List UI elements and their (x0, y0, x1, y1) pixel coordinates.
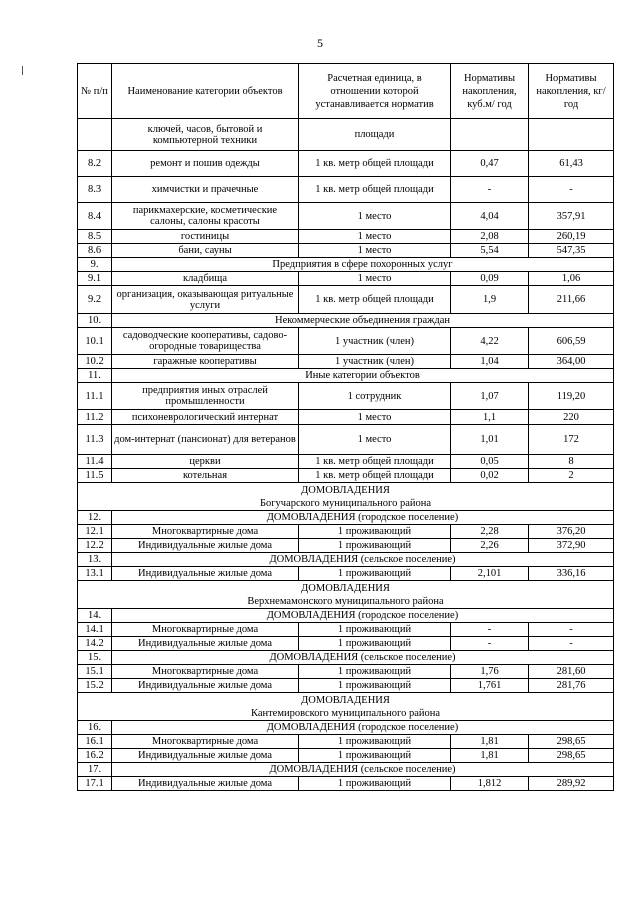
cell-volume: 0,09 (451, 272, 529, 286)
cell-num: 8.4 (78, 203, 112, 230)
norms-table (77, 63, 614, 791)
cell-volume: - (451, 623, 529, 637)
cell-num: 8.3 (78, 177, 112, 203)
district-heading (78, 483, 614, 511)
table-row (78, 749, 614, 763)
cell-name: Индивидуальные жилые дома (112, 777, 299, 791)
cell-num: 15.1 (78, 665, 112, 679)
section-row (78, 369, 614, 383)
cell-num: 13.1 (78, 567, 112, 581)
cell-unit: 1 проживающий (299, 735, 451, 749)
cell-num: 11.3 (78, 425, 112, 455)
cell-name: котельная (112, 469, 299, 483)
cell-num: 8.5 (78, 230, 112, 244)
section-title: ДОМОВЛАДЕНИЯ (сельское поселение) (112, 651, 614, 665)
cell-num: 9.1 (78, 272, 112, 286)
cell-num: 11.4 (78, 455, 112, 469)
cell-num: 12.1 (78, 525, 112, 539)
section-num: 11. (78, 369, 112, 383)
cell-volume: 1,761 (451, 679, 529, 693)
cell-volume: 1,76 (451, 665, 529, 679)
cell-volume: 1,04 (451, 355, 529, 369)
district-title: ДОМОВЛАДЕНИЯ (301, 484, 390, 496)
section-num: 17. (78, 763, 112, 777)
cell-unit: 1 кв. метр общей площади (299, 151, 451, 177)
section-title: ДОМОВЛАДЕНИЯ (сельское поселение) (112, 553, 614, 567)
cell-name: кладбища (112, 272, 299, 286)
district-name: Богучарского муниципального района (259, 497, 432, 509)
table-row (78, 119, 614, 151)
cell-mass: 220 (529, 410, 614, 425)
cell-volume: 1,07 (451, 383, 529, 410)
cell-volume: 4,04 (451, 203, 529, 230)
cell-unit: 1 кв. метр общей площади (299, 455, 451, 469)
cell-name: психоневрологический интернат (112, 410, 299, 425)
cell-mass: 357,91 (529, 203, 614, 230)
section-num: 12. (78, 511, 112, 525)
cell-volume: 0,02 (451, 469, 529, 483)
table-row (78, 525, 614, 539)
table-row (78, 679, 614, 693)
section-num: 13. (78, 553, 112, 567)
cell-num: 14.2 (78, 637, 112, 651)
table-row (78, 286, 614, 314)
cell-mass: 547,35 (529, 244, 614, 258)
section-num: 9. (78, 258, 112, 272)
table-row (78, 230, 614, 244)
table-row (78, 410, 614, 425)
cell-unit: 1 проживающий (299, 749, 451, 763)
cell-unit: 1 сотрудник (299, 383, 451, 410)
table-row (78, 177, 614, 203)
cell-mass: 2 (529, 469, 614, 483)
section-num: 15. (78, 651, 112, 665)
cell-mass: 364,00 (529, 355, 614, 369)
cell-num: 11.2 (78, 410, 112, 425)
table-row (78, 355, 614, 369)
cell-volume: 4,22 (451, 328, 529, 355)
section-title: ДОМОВЛАДЕНИЯ (сельское поселение) (112, 763, 614, 777)
page-number: 5 (317, 36, 323, 50)
cell-name: Индивидуальные жилые дома (112, 679, 299, 693)
cell-name: Индивидуальные жилые дома (112, 567, 299, 581)
cell-volume: 1,812 (451, 777, 529, 791)
cell-volume: 1,9 (451, 286, 529, 314)
cell-mass (529, 119, 614, 151)
cell-unit: 1 кв. метр общей площади (299, 286, 451, 314)
cell-unit: 1 место (299, 425, 451, 455)
cell-mass: 298,65 (529, 735, 614, 749)
cell-name: Многоквартирные дома (112, 665, 299, 679)
cell-unit: 1 проживающий (299, 777, 451, 791)
cell-volume: 0,05 (451, 455, 529, 469)
cell-name: Многоквартирные дома (112, 525, 299, 539)
cell-volume (451, 119, 529, 151)
section-title: Иные категории объектов (112, 369, 614, 383)
cell-volume: 0,47 (451, 151, 529, 177)
cell-volume: 2,28 (451, 525, 529, 539)
cell-num (78, 119, 112, 151)
section-num: 14. (78, 609, 112, 623)
district-heading (78, 693, 614, 721)
cell-unit: 1 проживающий (299, 623, 451, 637)
table-row (78, 244, 614, 258)
section-row (78, 314, 614, 328)
table-row (78, 203, 614, 230)
cell-unit: 1 место (299, 244, 451, 258)
cell-unit: 1 участник (член) (299, 355, 451, 369)
cell-volume: 2,08 (451, 230, 529, 244)
cell-name: химчистки и прачечные (112, 177, 299, 203)
section-num: 16. (78, 721, 112, 735)
cell-mass: 119,20 (529, 383, 614, 410)
cell-mass: 260,19 (529, 230, 614, 244)
cell-unit: площади (299, 119, 451, 151)
table-row (78, 328, 614, 355)
section-row (78, 651, 614, 665)
section-row (78, 721, 614, 735)
table-row (78, 637, 614, 651)
cell-name: гостиницы (112, 230, 299, 244)
cell-mass: 1,06 (529, 272, 614, 286)
cell-mass: 61,43 (529, 151, 614, 177)
cell-unit: 1 проживающий (299, 679, 451, 693)
cell-mass: 298,65 (529, 749, 614, 763)
section-title: Некоммерческие объединения граждан (112, 314, 614, 328)
cell-num: 8.6 (78, 244, 112, 258)
section-title: ДОМОВЛАДЕНИЯ (городское поселение) (112, 721, 614, 735)
cell-num: 10.1 (78, 328, 112, 355)
header-num: № п/п (78, 64, 112, 119)
cell-mass: 372,90 (529, 539, 614, 553)
cell-num: 8.2 (78, 151, 112, 177)
header-unit: Расчетная единица, в отношении которой устанавливается норматив (299, 64, 451, 119)
cell-name: ремонт и пошив одежды (112, 151, 299, 177)
cell-name: ключей, часов, бытовой и компьютерной техники (112, 119, 299, 151)
table-row (78, 383, 614, 410)
cell-mass: 281,76 (529, 679, 614, 693)
cell-mass: - (529, 623, 614, 637)
section-row (78, 763, 614, 777)
cell-mass: 336,16 (529, 567, 614, 581)
cell-unit: 1 место (299, 230, 451, 244)
district-name: Верхнемамонского муниципального района (247, 595, 444, 607)
cell-unit: 1 проживающий (299, 567, 451, 581)
cell-volume: - (451, 177, 529, 203)
cell-unit: 1 место (299, 203, 451, 230)
table-body (78, 119, 614, 791)
district-row (78, 483, 614, 511)
table-header-row (78, 64, 614, 119)
cell-volume: - (451, 637, 529, 651)
cell-volume: 1,01 (451, 425, 529, 455)
table-row (78, 539, 614, 553)
cell-num: 14.1 (78, 623, 112, 637)
cell-mass: 172 (529, 425, 614, 455)
header-volume: Нормативы накопления, куб.м/ год (451, 64, 529, 119)
cell-name: Индивидуальные жилые дома (112, 539, 299, 553)
cell-name: бани, сауны (112, 244, 299, 258)
cell-unit: 1 место (299, 272, 451, 286)
cell-mass: - (529, 637, 614, 651)
cell-num: 11.5 (78, 469, 112, 483)
section-title: ДОМОВЛАДЕНИЯ (городское поселение) (112, 511, 614, 525)
section-title: Предприятия в сфере похоронных услуг (112, 258, 614, 272)
district-row (78, 581, 614, 609)
cell-unit: 1 участник (член) (299, 328, 451, 355)
cell-name: Индивидуальные жилые дома (112, 749, 299, 763)
cell-volume: 1,81 (451, 735, 529, 749)
cell-unit: 1 место (299, 410, 451, 425)
cell-num: 12.2 (78, 539, 112, 553)
section-row (78, 258, 614, 272)
cell-mass: 606,59 (529, 328, 614, 355)
section-row (78, 511, 614, 525)
cell-volume: 1,1 (451, 410, 529, 425)
cell-mass: 8 (529, 455, 614, 469)
cell-num: 9.2 (78, 286, 112, 314)
cell-mass: 281,60 (529, 665, 614, 679)
table-row (78, 777, 614, 791)
cell-unit: 1 проживающий (299, 637, 451, 651)
table-row (78, 455, 614, 469)
section-row (78, 609, 614, 623)
cell-volume: 5,54 (451, 244, 529, 258)
cell-name: Многоквартирные дома (112, 623, 299, 637)
cell-num: 17.1 (78, 777, 112, 791)
cell-volume: 2,26 (451, 539, 529, 553)
table-row (78, 151, 614, 177)
table-row (78, 665, 614, 679)
cell-unit: 1 проживающий (299, 525, 451, 539)
district-title: ДОМОВЛАДЕНИЯ (301, 694, 390, 706)
margin-mark (22, 66, 23, 75)
cell-mass: 211,66 (529, 286, 614, 314)
section-num: 10. (78, 314, 112, 328)
cell-name: предприятия иных отраслей промышленности (112, 383, 299, 410)
cell-name: гаражные кооперативы (112, 355, 299, 369)
cell-name: Индивидуальные жилые дома (112, 637, 299, 651)
cell-name: Многоквартирные дома (112, 735, 299, 749)
cell-name: дом-интернат (пансионат) для ветеранов (112, 425, 299, 455)
district-title: ДОМОВЛАДЕНИЯ (301, 582, 390, 594)
table-row (78, 469, 614, 483)
cell-unit: 1 кв. метр общей площади (299, 469, 451, 483)
table-row (78, 272, 614, 286)
cell-unit: 1 проживающий (299, 665, 451, 679)
cell-name: церкви (112, 455, 299, 469)
cell-unit: 1 кв. метр общей площади (299, 177, 451, 203)
table-row (78, 425, 614, 455)
cell-mass: 376,20 (529, 525, 614, 539)
district-heading (78, 581, 614, 609)
table-row (78, 623, 614, 637)
cell-mass: 289,92 (529, 777, 614, 791)
cell-volume: 2,101 (451, 567, 529, 581)
cell-mass: - (529, 177, 614, 203)
cell-name: организация, оказывающая ритуальные услуги (112, 286, 299, 314)
header-name: Наименование категории объектов (112, 64, 299, 119)
section-row (78, 553, 614, 567)
header-mass: Нормативы накопления, кг/ год (529, 64, 614, 119)
cell-num: 11.1 (78, 383, 112, 410)
section-title: ДОМОВЛАДЕНИЯ (городское поселение) (112, 609, 614, 623)
district-row (78, 693, 614, 721)
cell-name: садоводческие кооперативы, садово-огородные товарищества (112, 328, 299, 355)
district-name: Кантемировского муниципального района (250, 707, 441, 719)
cell-num: 16.2 (78, 749, 112, 763)
table-row (78, 735, 614, 749)
cell-num: 15.2 (78, 679, 112, 693)
cell-num: 16.1 (78, 735, 112, 749)
table-row (78, 567, 614, 581)
cell-num: 10.2 (78, 355, 112, 369)
cell-unit: 1 проживающий (299, 539, 451, 553)
cell-volume: 1,81 (451, 749, 529, 763)
cell-name: парикмахерские, косметические салоны, салоны красоты (112, 203, 299, 230)
